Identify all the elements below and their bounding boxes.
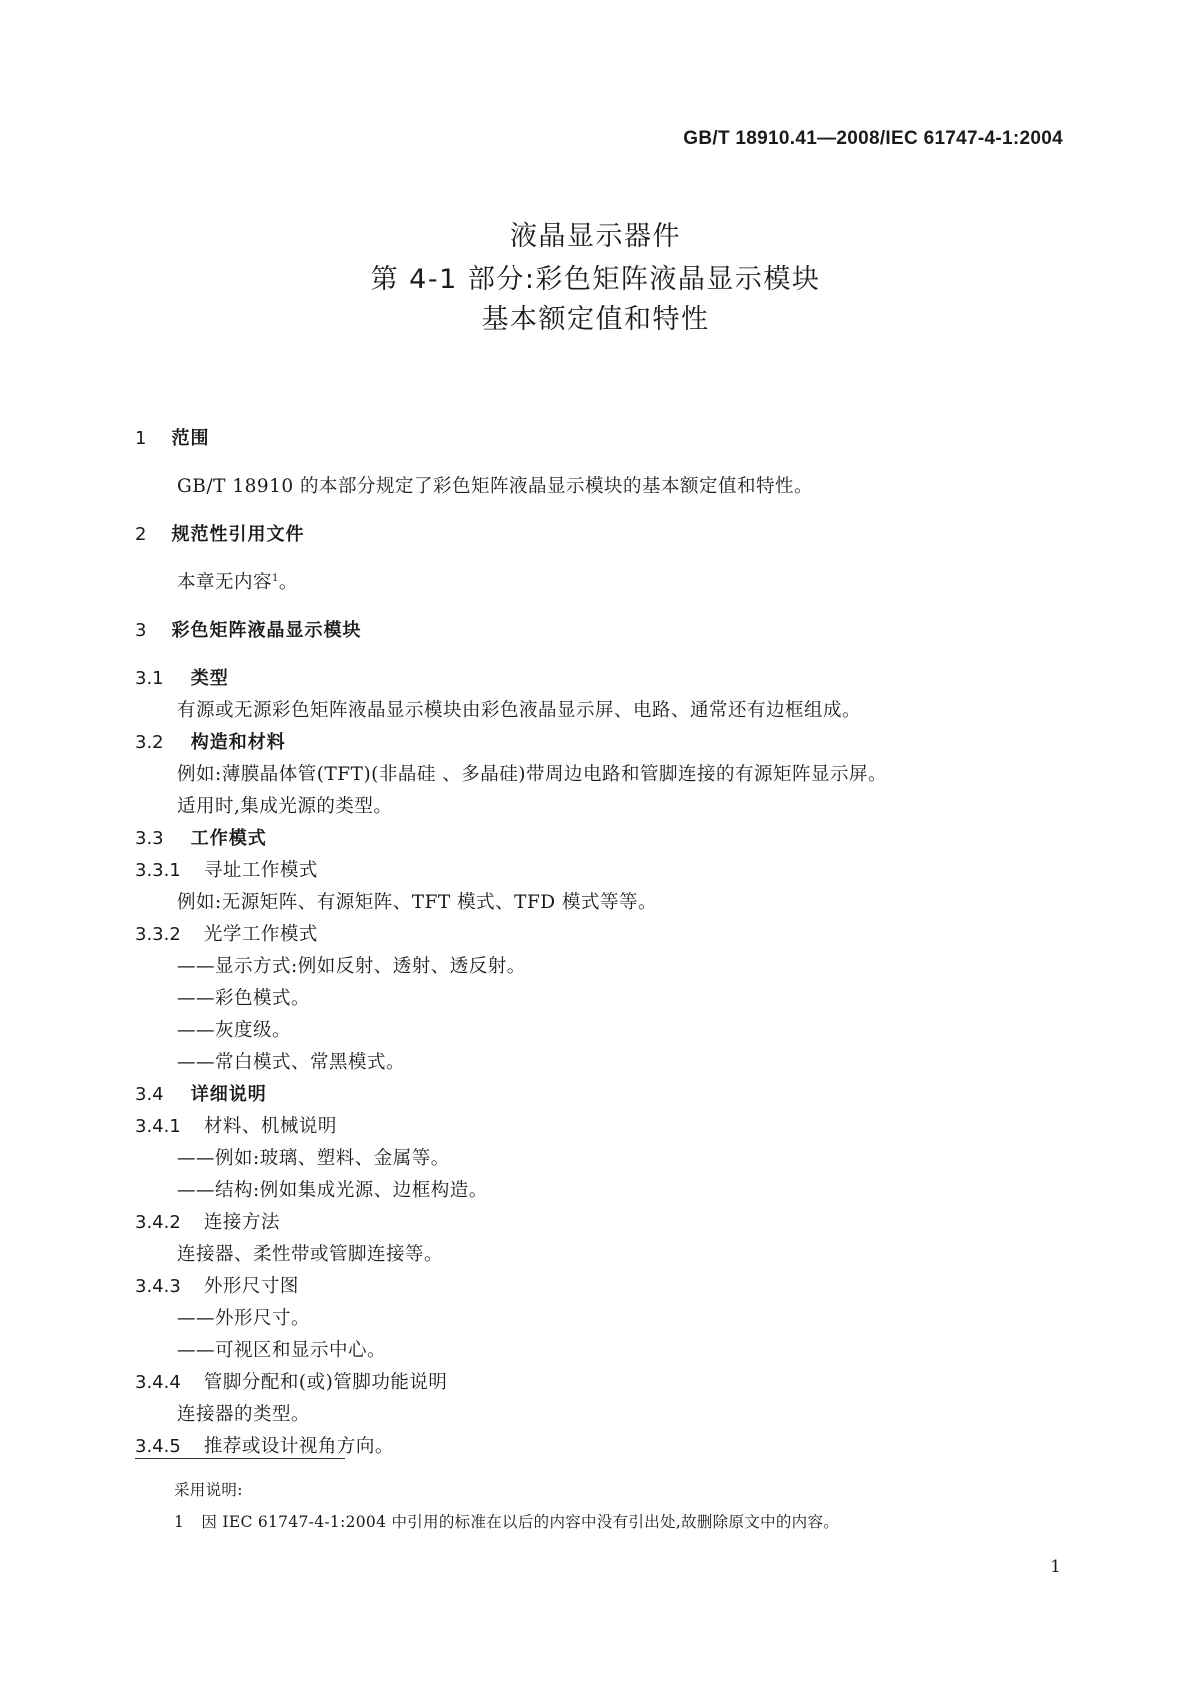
section-2-body-text: 本章无内容 bbox=[177, 572, 273, 593]
list-item: ——例如:玻璃、塑料、金属等。 bbox=[177, 1148, 450, 1169]
section-number: 3.1 bbox=[135, 668, 164, 689]
section-3-3-heading bbox=[135, 824, 267, 850]
list-item: ——灰度级。 bbox=[177, 1020, 292, 1041]
section-title: 类型 bbox=[190, 668, 229, 689]
section-3-2-body-2: 适用时,集成光源的类型。 bbox=[177, 796, 393, 817]
list-item: ——彩色模式。 bbox=[177, 988, 311, 1009]
section-title: 光学工作模式 bbox=[203, 924, 318, 945]
section-3-heading bbox=[135, 616, 362, 642]
section-title: 详细说明 bbox=[190, 1084, 267, 1105]
list-item: ——常白模式、常黑模式。 bbox=[177, 1052, 406, 1073]
section-title: 外形尺寸图 bbox=[203, 1276, 299, 1297]
section-number: 2 bbox=[135, 524, 147, 545]
section-number: 3.4.2 bbox=[135, 1212, 181, 1233]
section-3-3-1-heading bbox=[135, 856, 318, 882]
section-number: 3.4.3 bbox=[135, 1276, 181, 1297]
standard-code: GB/T 18910.41—2008/IEC 61747-4-1:2004 bbox=[683, 128, 1063, 149]
section-number: 3 bbox=[135, 620, 147, 641]
section-3-2-heading bbox=[135, 728, 286, 754]
list-item: ——外形尺寸。 bbox=[177, 1308, 311, 1329]
section-3-4-2-body: 连接器、柔性带或管脚连接等。 bbox=[177, 1244, 444, 1265]
section-title: 材料、机械说明 bbox=[203, 1116, 337, 1137]
section-title: 推荐或设计视角方向。 bbox=[203, 1436, 394, 1457]
list-item: ——可视区和显示中心。 bbox=[177, 1340, 387, 1361]
footnote-divider bbox=[135, 1458, 345, 1459]
section-3-4-1-heading bbox=[135, 1112, 337, 1138]
section-title: 范围 bbox=[171, 428, 210, 449]
section-number: 1 bbox=[135, 428, 147, 449]
section-3-3-1-body: 例如:无源矩阵、有源矩阵、TFT 模式、TFD 模式等等。 bbox=[177, 892, 658, 913]
title-line-1: 液晶显示器件 bbox=[510, 221, 681, 252]
title-line-3: 基本额定值和特性 bbox=[481, 304, 710, 335]
section-title: 工作模式 bbox=[190, 828, 267, 849]
section-2-body-end: 。 bbox=[278, 572, 298, 593]
section-3-2-body-1: 例如:薄膜晶体管(TFT)(非晶硅 、多晶硅)带周边电路和管脚连接的有源矩阵显示屏。 bbox=[177, 764, 888, 785]
section-number: 3.4.1 bbox=[135, 1116, 181, 1137]
section-title: 连接方法 bbox=[203, 1212, 280, 1233]
section-3-4-5-heading bbox=[135, 1432, 394, 1458]
section-title: 寻址工作模式 bbox=[203, 860, 318, 881]
section-number: 3.3.1 bbox=[135, 860, 181, 881]
section-title: 规范性引用文件 bbox=[171, 524, 305, 545]
list-item: ——显示方式:例如反射、透射、透反射。 bbox=[177, 956, 526, 977]
section-3-3-2-heading bbox=[135, 920, 318, 946]
section-3-4-4-heading bbox=[135, 1368, 447, 1394]
section-3-4-4-body: 连接器的类型。 bbox=[177, 1404, 311, 1425]
section-number: 3.4.4 bbox=[135, 1372, 181, 1393]
section-number: 3.2 bbox=[135, 732, 164, 753]
section-title: 彩色矩阵液晶显示模块 bbox=[171, 620, 362, 641]
list-item: ——结构:例如集成光源、边框构造。 bbox=[177, 1180, 488, 1201]
section-number: 3.4 bbox=[135, 1084, 164, 1105]
footnote-heading: 采用说明: bbox=[174, 1481, 243, 1499]
section-3-1-heading bbox=[135, 664, 229, 690]
page-number: 1 bbox=[1050, 1557, 1061, 1577]
section-2-body bbox=[177, 568, 298, 594]
section-1-heading bbox=[135, 424, 210, 450]
section-2-heading bbox=[135, 520, 305, 546]
section-title: 构造和材料 bbox=[190, 732, 286, 753]
title-line-2: 第 4-1 部分:彩色矩阵液晶显示模块 bbox=[370, 264, 821, 295]
section-3-4-3-heading bbox=[135, 1272, 299, 1298]
section-number: 3.3.2 bbox=[135, 924, 181, 945]
footnote-entry bbox=[174, 1510, 839, 1532]
section-3-4-heading bbox=[135, 1080, 267, 1106]
section-title: 管脚分配和(或)管脚功能说明 bbox=[203, 1372, 448, 1393]
section-number: 3.3 bbox=[135, 828, 164, 849]
section-3-1-body: 有源或无源彩色矩阵液晶显示模块由彩色液晶显示屏、电路、通常还有边框组成。 bbox=[177, 700, 862, 721]
section-3-4-2-heading bbox=[135, 1208, 280, 1234]
section-1-body: GB/T 18910 的本部分规定了彩色矩阵液晶显示模块的基本额定值和特性。 bbox=[177, 476, 814, 497]
section-number: 3.4.5 bbox=[135, 1436, 181, 1457]
footnote-ref[interactable]: 1 bbox=[272, 572, 279, 584]
footnote-text: 因 IEC 61747-4-1:2004 中引用的标准在以后的内容中没有引出处,故删除原文中的内容。 bbox=[201, 1513, 840, 1531]
footnote-number: 1 bbox=[174, 1513, 185, 1531]
